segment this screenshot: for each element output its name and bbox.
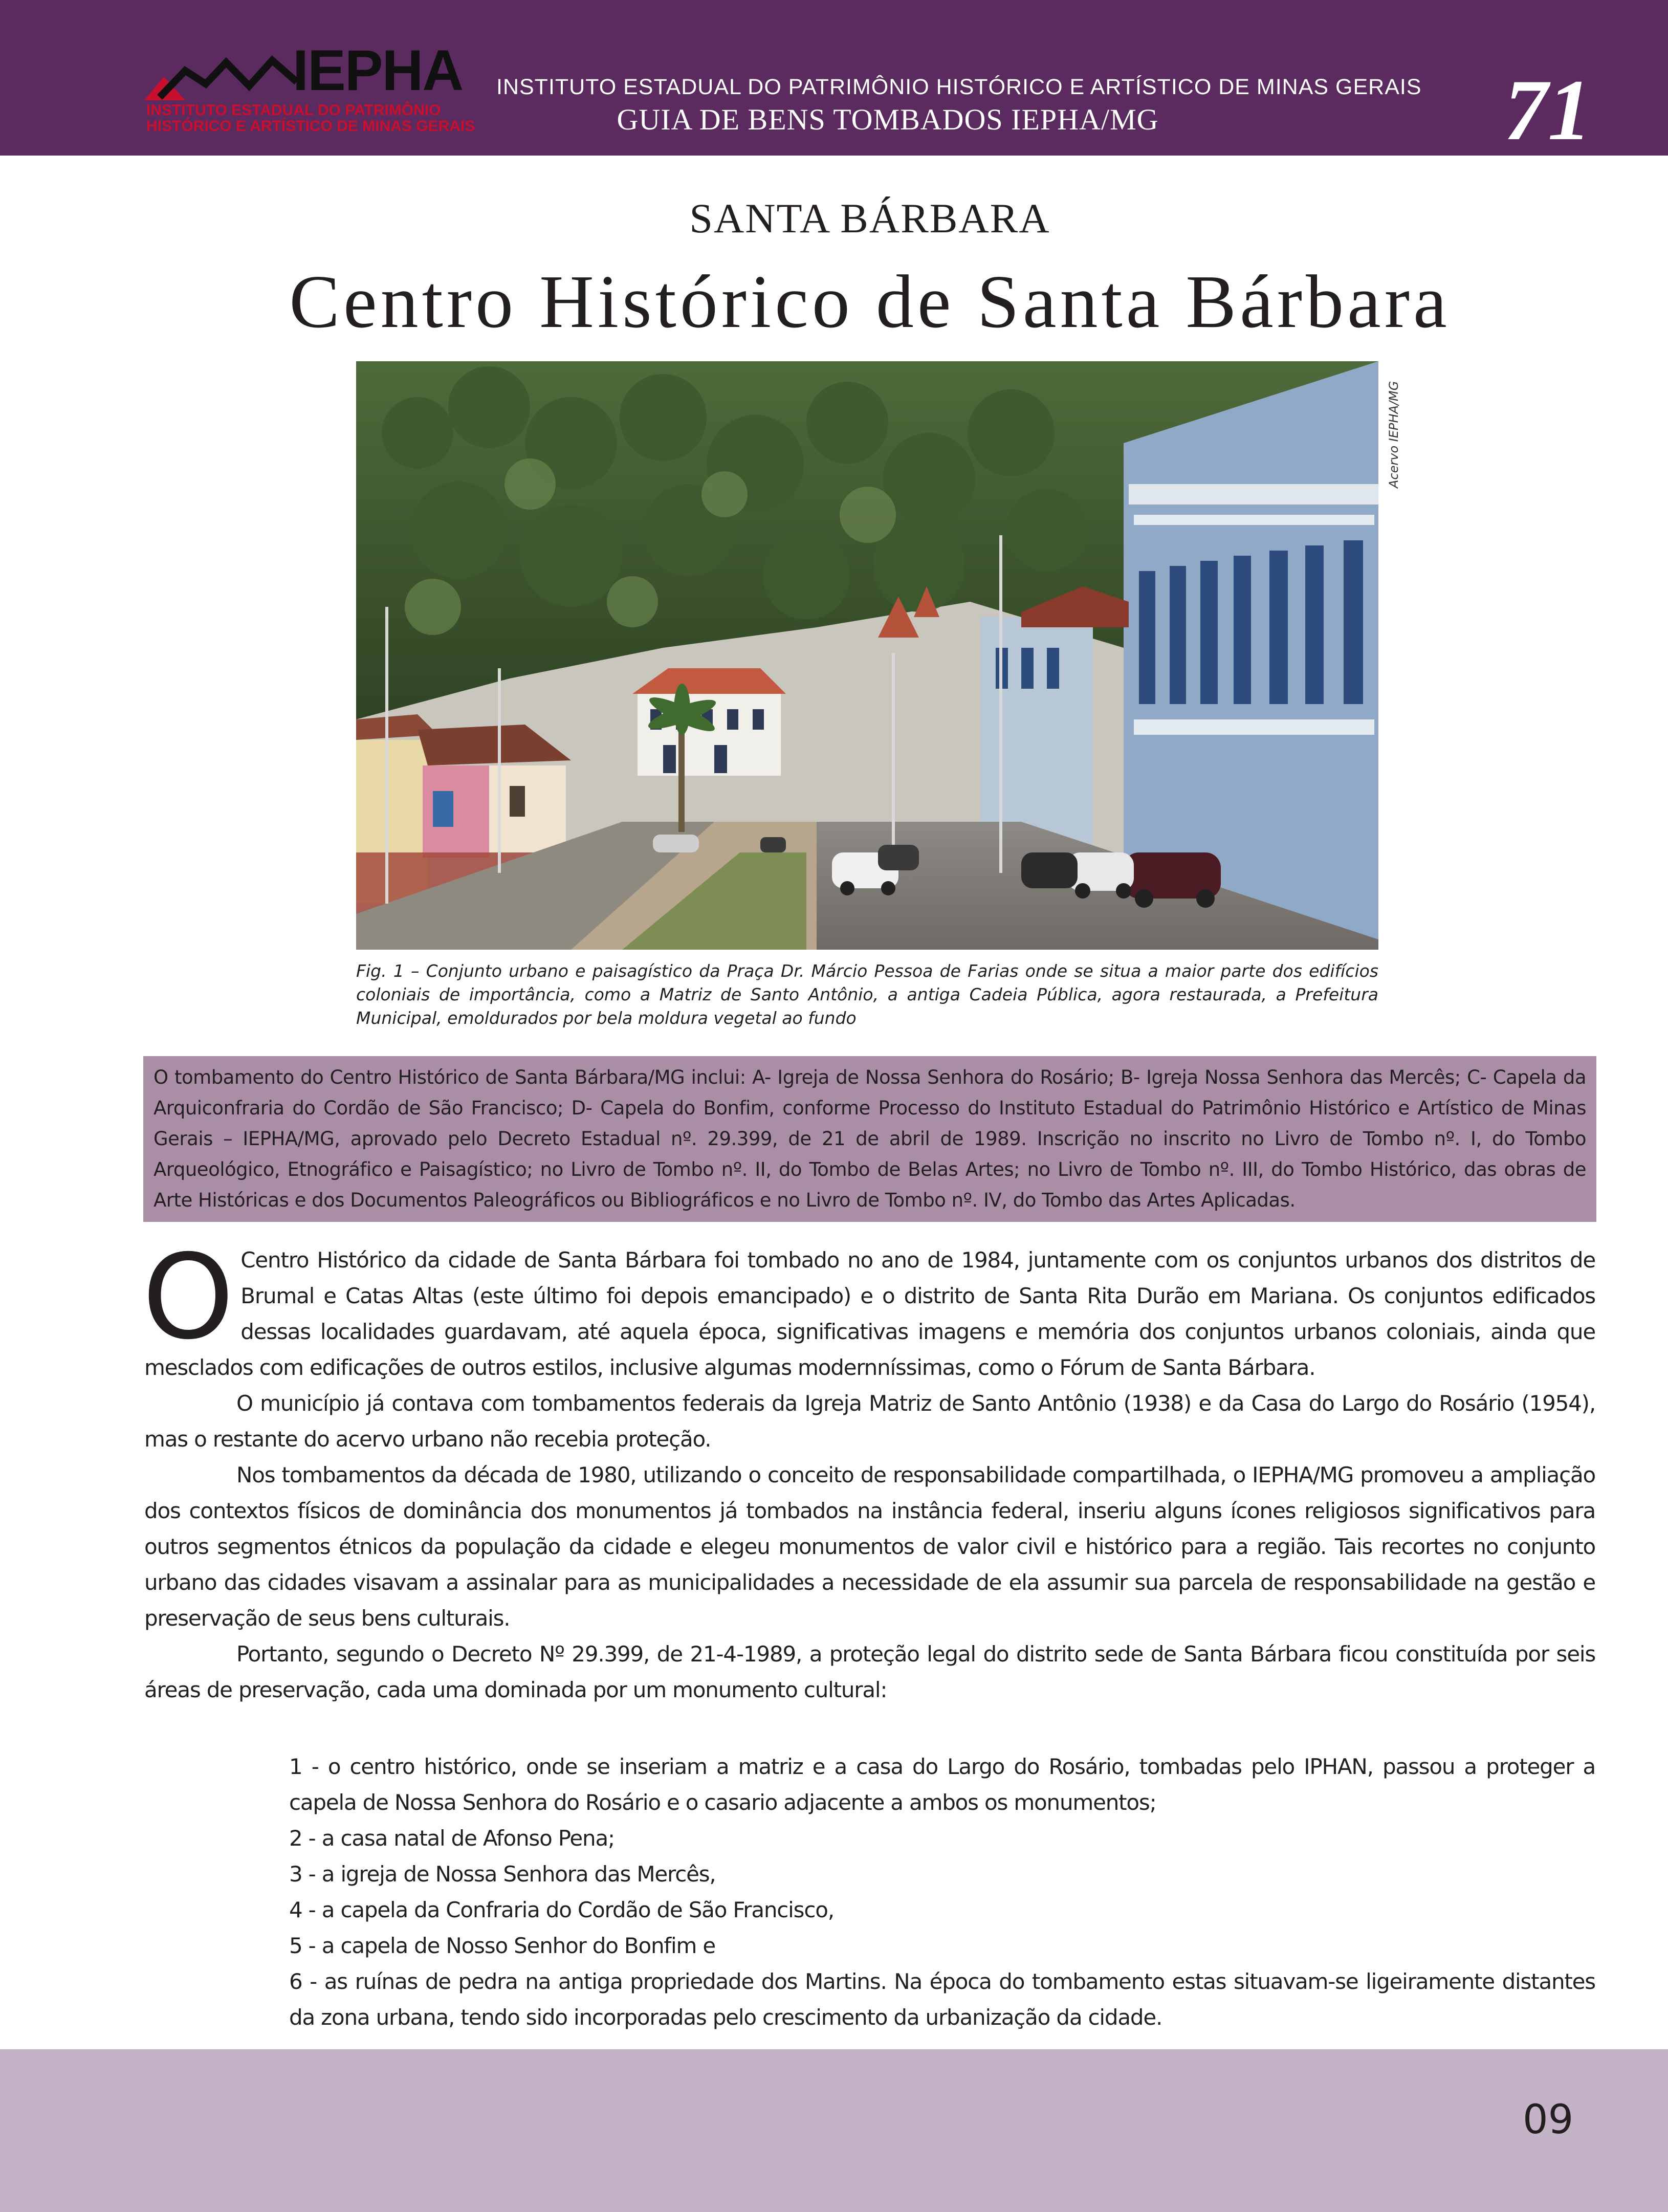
logo-subtitle-line2: HISTÓRICO E ARTÍSTICO DE MINAS GERAIS	[146, 118, 475, 135]
logo-subtitle	[146, 102, 475, 134]
page-number-bottom: 09	[1523, 2097, 1574, 2143]
street-scene-illustration	[356, 361, 1378, 950]
photo-caption: Fig. 1 – Conjunto urbano e paisagístico da Praça Dr. Márcio Pessoa de Farias onde se situa a maior parte dos edifícios coloniais de importância, como a Matriz de Santo Antônio, a antiga Cadeia Pública, agora restaurada, a Prefeitura Municipal, emoldurados por bela moldura vegetal ao fundo	[356, 961, 1378, 1028]
listing-info-text: O tombamento do Centro Histórico de Santa Bárbara/MG inclui: A- Igreja de Nossa Senhora do Rosário; B- Igreja Nossa Senhora das Mercês; C- Capela da Arquiconfraria do Cordão de São Francisco; D- Capela do Bonfim, conforme Processo do Instituto Estadual do Patrimônio Histórico e Artístico de Minas Gerais – IEPHA/MG, aprovado pelo Decreto Estadual nº. 29.399, de 21 de abril de 1989. Inscrição no inscrito no Livro de Tombo nº. I, do Tombo Arqueológico, Etnográfico e Paisagístico; no Livro de Tombo nº. II, do Tombo de Belas Artes; no Livro de Tombo nº. III, do Tombo Histórico, das obras de Arte Históricas e dos Documentos Paleográficos ou Bibliográficos e no Livro de Tombo nº. IV, do Tombo das Artes Aplicadas.	[153, 1066, 1586, 1211]
list-item: 5 - a capela de Nosso Senhor do Bonfim e	[289, 1933, 715, 1958]
list-item: 4 - a capela da Confraria do Cordão de São Francisco,	[289, 1897, 834, 1922]
iepha-logo	[144, 38, 475, 147]
logo-subtitle-line1: INSTITUTO ESTADUAL DO PATRIMÔNIO	[146, 102, 441, 119]
guide-name: GUIA DE BENS TOMBADOS IEPHA/MG	[617, 103, 1159, 136]
page-footer	[0, 2049, 1668, 2212]
paragraph-1-text: Centro Histórico da cidade de Santa Bárbara foi tombado no ano de 1984, juntamente com os conjuntos urbanos dos distritos de Brumal e Catas Altas (este último foi depois emancipado) e o distrito de Santa Rita Durão em Mariana. Os conjuntos edificados dessas localidades guardavam, até aquela época, significativas imagens e memória dos conjuntos urbanos coloniais, ainda que mesclados com edificações de outros estilos, inclusive algumas modernníssimas, como o Fórum de Santa Bárbara.	[144, 1247, 1595, 1380]
logo-wordmark: IEPHA	[293, 38, 463, 102]
article-body	[142, 1229, 1595, 1708]
page-title: Centro Histórico de Santa Bárbara	[289, 260, 1451, 344]
paragraph-1	[142, 1229, 1595, 1386]
institute-name: INSTITUTO ESTADUAL DO PATRIMÔNIO HISTÓRICO E ARTÍSTICO DE MINAS GERAIS	[496, 75, 1422, 99]
drop-cap: O	[142, 1229, 234, 1365]
list-item: 3 - a igreja de Nossa Senhora das Mercês,	[289, 1861, 716, 1887]
listing-info-box	[143, 1056, 1596, 1222]
historic-center-photo	[356, 361, 1378, 950]
photo-credit	[1381, 361, 1402, 499]
list-item: 2 - a casa natal de Afonso Pena;	[289, 1826, 614, 1851]
page-header	[0, 0, 1668, 156]
mountain-logo-icon	[144, 50, 298, 101]
list-item: 1 - o centro histórico, onde se inseriam a matriz e a casa do Largo do Rosário, tombadas pelo IPHAN, passou a proteger a capela de Nossa Senhora do Rosário e o casario adjacente a ambos os monumentos;	[289, 1754, 1595, 1815]
city-name: SANTA BÁRBARA	[689, 195, 1050, 242]
paragraph-4: Portanto, segundo o Decreto Nº 29.399, de 21-4-1989, a proteção legal do distrito sede de Santa Bárbara ficou constituída por seis áreas de preservação, cada uma dominada por um monumento cultural:	[144, 1641, 1595, 1702]
paragraph-3: Nos tombamentos da década de 1980, utilizando o conceito de responsabilidade compartilhada, o IEPHA/MG promoveu a ampliação dos contextos físicos de dominância dos monumentos já tombados na instância federal, inseriu alguns ícones religiosos significativos para outros segmentos étnicos da população da cidade e elegeu monumentos de valor civil e histórico para a região. Tais recortes no conjunto urbano das cidades visavam a assinalar para as municipalidades a necessidade de ela assumir sua parcela de responsabilidade na gestão e preservação de seus bens culturais.	[144, 1462, 1595, 1631]
list-item: 6 - as ruínas de pedra na antiga propriedade dos Martins. Na época do tombamento estas situavam-se ligeiramente distantes da zona urbana, tendo sido incorporadas pelo crescimento da urbanização da cidade.	[289, 1969, 1595, 2030]
paragraph-2: O município já contava com tombamentos federais da Igreja Matriz de Santo Antônio (1938) e da Casa do Largo do Rosário (1954), mas o restante do acervo urbano não recebia proteção.	[144, 1391, 1595, 1452]
photo-credit-text: Acervo IEPHA/MG	[1387, 381, 1401, 488]
page-number-top: 71	[1504, 62, 1591, 158]
preservation-areas-list	[289, 1749, 1595, 2035]
